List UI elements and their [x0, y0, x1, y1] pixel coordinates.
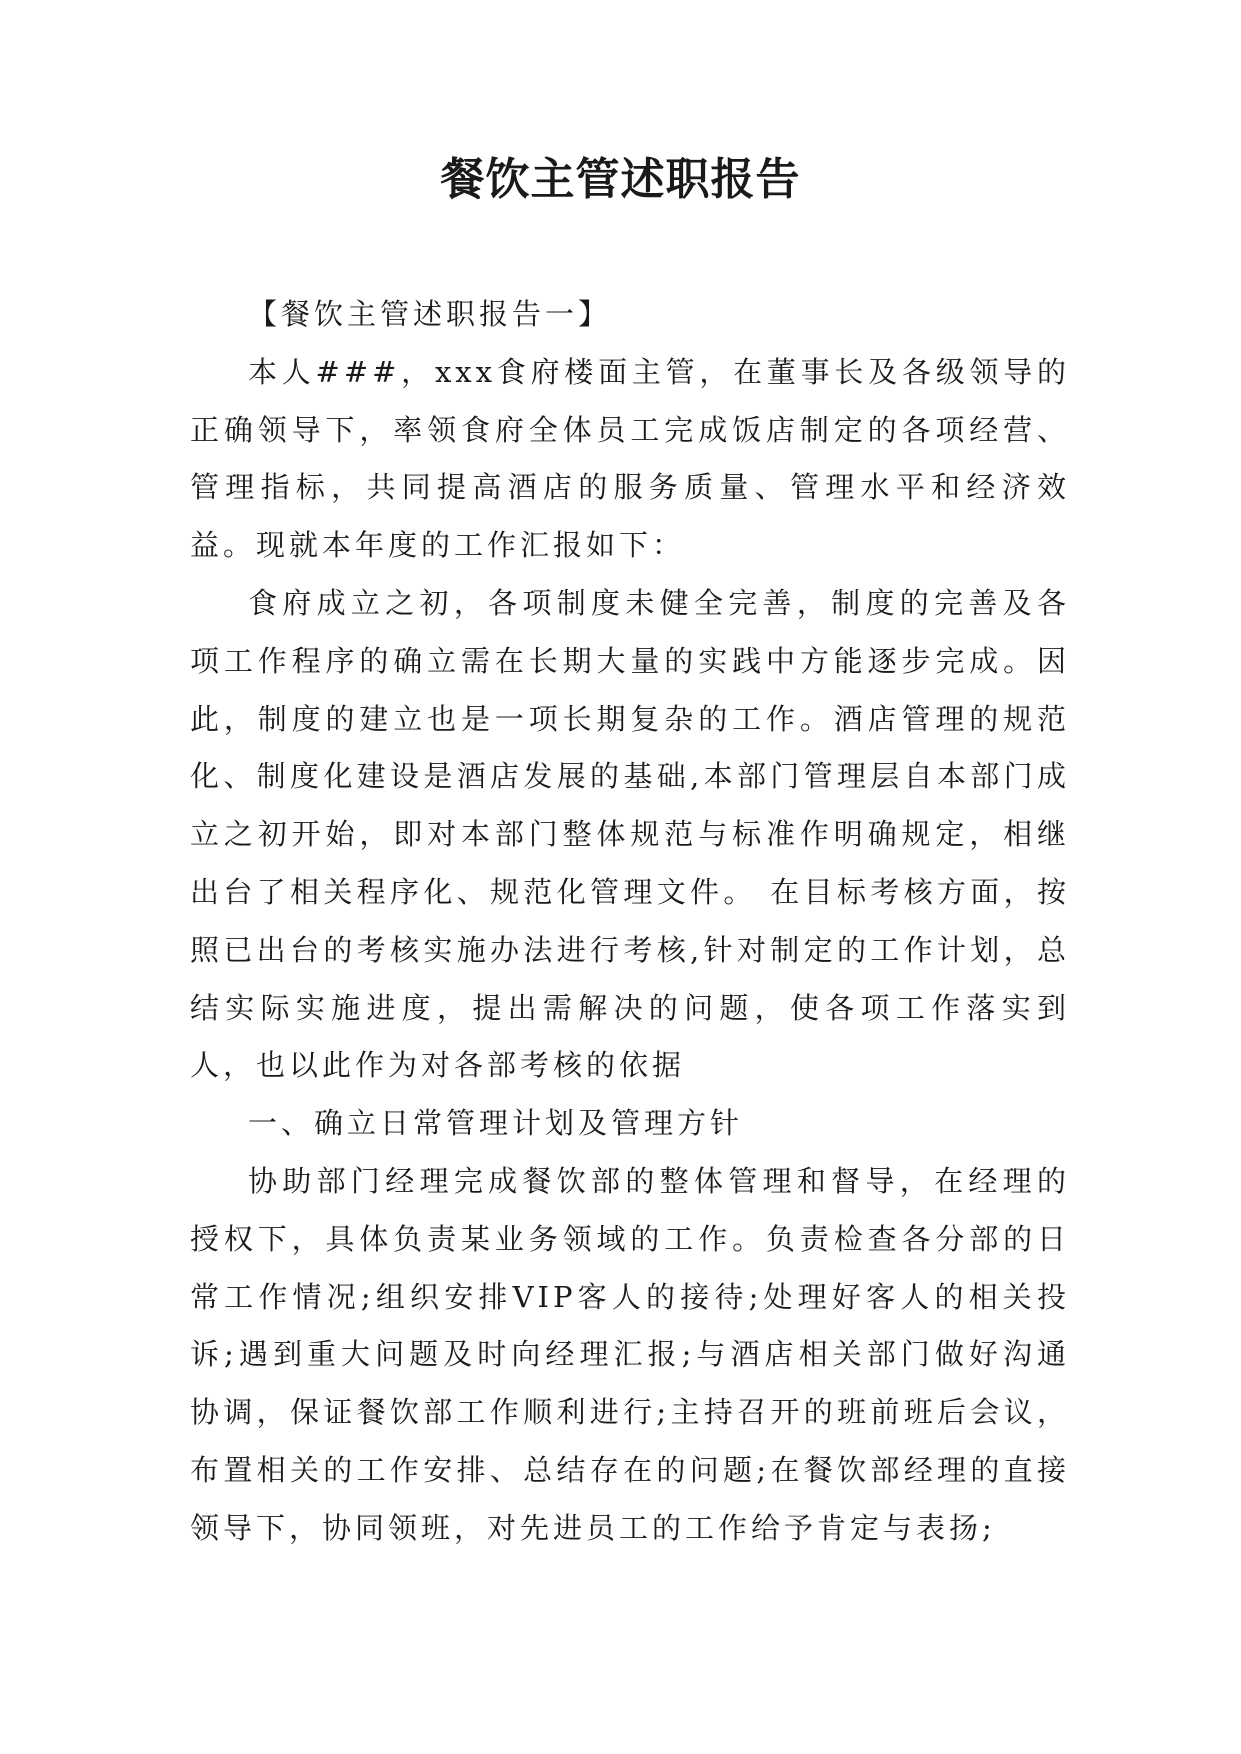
section-label: 【餐饮主管述职报告一】	[248, 297, 612, 331]
document-title: 餐饮主管述职报告	[440, 154, 801, 205]
duties-paragraph: 协助部门经理完成餐饮部的整体管理和督导，在经理的授权下，具体负责某业务领域的工作。负责检查各分部的日常工作情况;组织安排VIP客人的接待;处理好客人的相关投诉;遇到重大问题及时向经理汇报;与酒店相关部门做好沟通协调，保证餐饮部工作顺利进行;主持召开的班前班后会议，布置相关的工作安排、总结存在的问题;在餐饮部经理的直接领导下，协同领班，对先进员工的工作给予肯定与表扬;	[190, 1163, 1070, 1545]
section-heading: 一、确立日常管理计划及管理方针	[248, 1106, 744, 1141]
intro-paragraph: 本人###，xxx食府楼面主管，在董事长及各级领导的正确领导下，率领食府全体员工完成饭店制定的各项经营、管理指标，共同提高酒店的服务质量、管理水平和经济效益。现就本年度的工作汇报如下：	[190, 354, 1070, 563]
system-paragraph: 食府成立之初，各项制度未健全完善，制度的完善及各项工作程序的确立需在长期大量的实践中方能逐步完成。因此，制度的建立也是一项长期复杂的工作。酒店管理的规范化、制度化建设是酒店发展的基础,本部门管理层自本部门成立之初开始，即对本部门整体规范与标准作明确规定，相继出台了相关程序化、规范化管理文件。 在目标考核方面，按照已出台的考核实施办法进行考核,针对制定的工作计划，总结实际实施进度，提出需解决的问题，使各项工作落实到人，也以此作为对各部考核的依据	[190, 585, 1070, 1083]
document-body	[190, 286, 1070, 1558]
